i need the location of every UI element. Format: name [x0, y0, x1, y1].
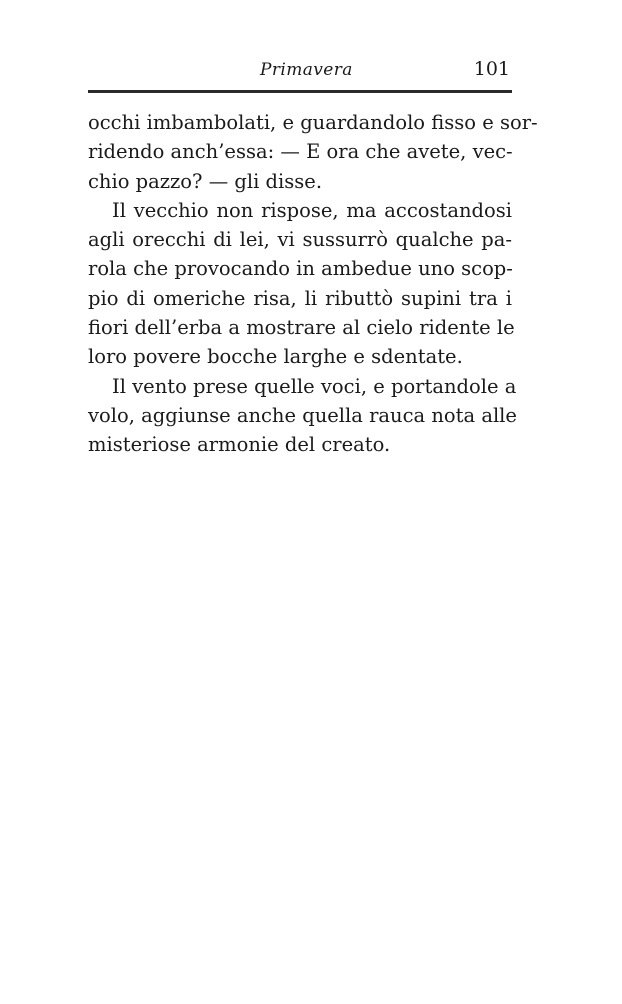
- text-line: [88, 372, 517, 401]
- text-line: loro povere bocche larghe e sdentate.: [88, 345, 463, 369]
- text-line: pio di omeriche risa, li ributtò supini tra i: [88, 286, 512, 310]
- text-line: misteriose armonie del creato.: [88, 433, 391, 457]
- running-head-title: Primavera: [260, 60, 353, 80]
- text-line: [88, 196, 512, 225]
- text-line: rola che provocando in ambedue uno scop-: [88, 257, 513, 281]
- text-line: volo, aggiunse anche quella rauca nota alle: [88, 403, 517, 427]
- text-line-content: Il vecchio non rispose, ma accostandosi: [112, 198, 512, 222]
- text-line: ridendo anch’essa: — E ora che avete, vec-: [88, 140, 513, 164]
- header-rule: [88, 90, 512, 93]
- text-line: agli orecchi di lei, vi sussurrò qualche pa-: [88, 228, 512, 252]
- page-number: 101: [473, 58, 510, 80]
- paragraph-2: [88, 196, 515, 372]
- text-line-content: Il vento prese quelle voci, e portandole a: [112, 374, 517, 398]
- text-line: fiori dell’erba a mostrare al cielo ridente le: [88, 316, 515, 340]
- text-line: chio pazzo? — gli disse.: [88, 169, 323, 193]
- running-head: [88, 56, 512, 86]
- body-text: [88, 108, 538, 460]
- paragraph-1: [88, 108, 538, 196]
- paragraph-3: [88, 372, 517, 460]
- text-line: occhi imbambolati, e guardandolo fisso e sor-: [88, 111, 538, 134]
